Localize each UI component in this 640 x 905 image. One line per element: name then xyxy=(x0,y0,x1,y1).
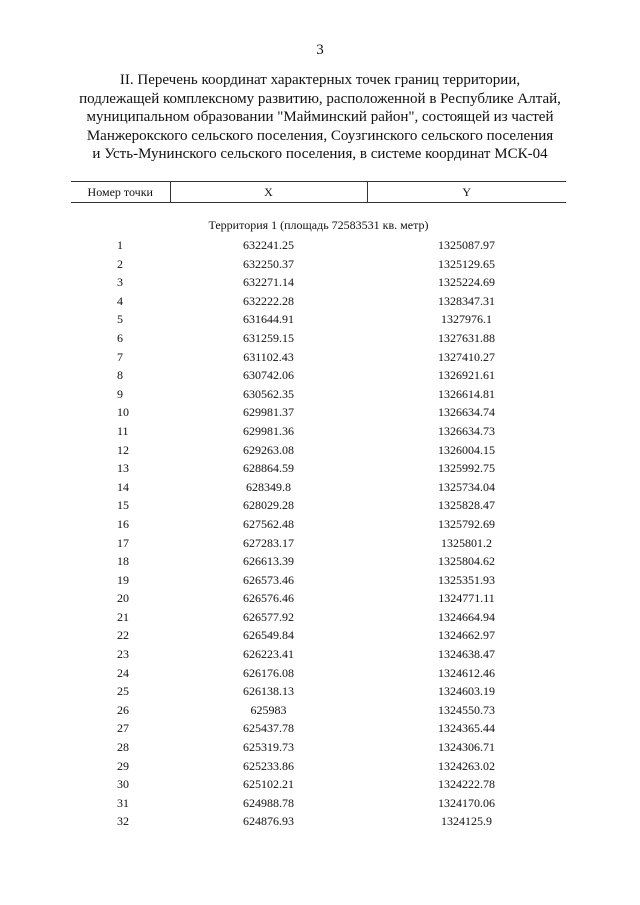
point-number-cell: 8 xyxy=(117,368,123,383)
table-row xyxy=(71,701,566,720)
point-number-cell: 31 xyxy=(117,795,129,810)
heading-line: муниципальном образовании "Майминский район", состоящей из частей xyxy=(86,109,554,126)
x-coordinate-cell: 625102.21 xyxy=(243,777,294,792)
y-coordinate-cell: 1324170.06 xyxy=(438,795,495,810)
table-row xyxy=(71,348,566,367)
y-coordinate-cell: 1326921.61 xyxy=(438,368,495,383)
x-coordinate-cell: 626577.92 xyxy=(243,609,294,624)
table-header-row xyxy=(71,182,566,203)
territory-title: Территория 1 (площадь 72583531 кв. метр) xyxy=(208,218,429,232)
y-coordinate-cell: 1325224.69 xyxy=(438,275,495,290)
point-number-cell: 26 xyxy=(117,702,129,717)
point-number-cell: 10 xyxy=(117,405,129,420)
table-row xyxy=(71,459,566,478)
x-coordinate-cell: 632241.25 xyxy=(243,238,294,252)
y-coordinate-cell: 1325992.75 xyxy=(438,461,495,476)
x-coordinate-cell: 628349.8 xyxy=(246,479,291,494)
column-header-x: X xyxy=(170,182,367,203)
table-row xyxy=(71,738,566,757)
point-number-cell: 20 xyxy=(117,591,129,606)
column-header-point-number: Номер точки xyxy=(71,182,170,203)
table-row xyxy=(71,366,566,385)
table-row xyxy=(71,552,566,571)
point-number-cell: 27 xyxy=(117,721,129,736)
point-number-cell: 6 xyxy=(117,330,123,345)
heading-line: Манжерокского сельского поселения, Соузгинского сельского поселения xyxy=(86,127,554,144)
point-number-cell: 18 xyxy=(117,554,129,569)
table-row xyxy=(71,775,566,794)
x-coordinate-cell: 626176.08 xyxy=(243,665,294,680)
table-row xyxy=(71,403,566,422)
x-coordinate-cell: 627562.48 xyxy=(243,516,294,531)
point-number-cell: 4 xyxy=(117,293,123,308)
table-row xyxy=(71,534,566,553)
y-coordinate-cell: 1324612.46 xyxy=(438,665,495,680)
y-coordinate-cell: 1325351.93 xyxy=(438,572,495,587)
point-number-cell: 11 xyxy=(117,423,129,438)
point-number-cell: 25 xyxy=(117,684,129,699)
y-coordinate-cell: 1325804.62 xyxy=(438,554,495,569)
x-coordinate-cell: 625233.86 xyxy=(243,758,294,773)
y-coordinate-cell: 1325828.47 xyxy=(438,498,495,513)
x-coordinate-cell: 628029.28 xyxy=(243,498,294,513)
point-number-cell: 14 xyxy=(117,479,129,494)
table-row xyxy=(71,310,566,329)
point-number-cell: 5 xyxy=(117,312,123,327)
y-coordinate-cell: 1324662.97 xyxy=(438,628,495,643)
x-coordinate-cell: 630562.35 xyxy=(243,386,294,401)
point-number-cell: 24 xyxy=(117,665,129,680)
y-coordinate-cell: 1326004.15 xyxy=(438,442,495,457)
y-coordinate-cell: 1324664.94 xyxy=(438,609,495,624)
y-coordinate-cell: 1325801.2 xyxy=(441,535,492,550)
table-row xyxy=(71,292,566,311)
y-coordinate-cell: 1327631.88 xyxy=(438,330,495,345)
x-coordinate-cell: 625437.78 xyxy=(243,721,294,736)
x-coordinate-cell: 626138.13 xyxy=(243,684,294,699)
y-coordinate-cell: 1324263.02 xyxy=(438,758,495,773)
x-coordinate-cell: 631259.15 xyxy=(243,330,294,345)
table-row xyxy=(71,571,566,590)
x-coordinate-cell: 632271.14 xyxy=(243,275,294,290)
point-number-cell: 2 xyxy=(117,256,123,271)
point-number-cell: 9 xyxy=(117,386,123,401)
table-row xyxy=(71,441,566,460)
x-coordinate-cell: 624988.78 xyxy=(243,795,294,810)
table-row xyxy=(71,255,566,274)
point-number-cell: 15 xyxy=(117,498,129,513)
point-number-cell: 1 xyxy=(117,238,123,252)
point-number-cell: 22 xyxy=(117,628,129,643)
table-row xyxy=(71,236,566,255)
y-coordinate-cell: 1325087.97 xyxy=(438,238,495,252)
point-number-cell: 21 xyxy=(117,609,129,624)
point-number-cell: 23 xyxy=(117,647,129,662)
y-coordinate-cell: 1327976.1 xyxy=(441,312,492,327)
y-coordinate-cell: 1324222.78 xyxy=(438,777,495,792)
point-number-cell: 17 xyxy=(117,535,129,550)
point-number-cell: 28 xyxy=(117,740,129,755)
x-coordinate-cell: 632222.28 xyxy=(243,293,294,308)
point-number-cell: 7 xyxy=(117,349,123,364)
point-number-cell: 32 xyxy=(117,814,129,829)
table-row xyxy=(71,422,566,441)
heading-line: подлежащей комплексному развитию, расположенной в Республике Алтай, xyxy=(79,90,561,107)
x-coordinate-cell: 625319.73 xyxy=(243,740,294,755)
table-row xyxy=(71,664,566,683)
x-coordinate-cell: 630742.06 xyxy=(243,368,294,383)
y-coordinate-cell: 1324638.47 xyxy=(438,647,495,662)
x-coordinate-cell: 627283.17 xyxy=(243,535,294,550)
y-coordinate-cell: 1324306.71 xyxy=(438,740,495,755)
x-coordinate-cell: 631102.43 xyxy=(243,349,294,364)
table-header xyxy=(71,182,566,203)
table-row xyxy=(71,496,566,515)
x-coordinate-cell: 626613.39 xyxy=(243,554,294,569)
table-row xyxy=(71,626,566,645)
table-row xyxy=(71,794,566,813)
table-row xyxy=(71,608,566,627)
table-row xyxy=(71,273,566,292)
table-row xyxy=(71,812,566,831)
x-coordinate-cell: 626223.41 xyxy=(243,647,294,662)
point-number-cell: 16 xyxy=(117,516,129,531)
table-row xyxy=(71,478,566,497)
x-coordinate-cell: 626549.84 xyxy=(243,628,294,643)
y-coordinate-cell: 1324125.9 xyxy=(441,814,492,829)
heading-line: II. Перечень координат характерных точек границ территории, xyxy=(119,72,521,88)
x-coordinate-cell: 625983 xyxy=(250,702,287,717)
x-coordinate-cell: 631644.91 xyxy=(243,312,294,327)
heading-line: и Усть-Мунинского сельского поселения, в системе координат МСК-04 xyxy=(92,146,548,163)
x-coordinate-cell: 628864.59 xyxy=(243,461,294,476)
y-coordinate-cell: 1324550.73 xyxy=(438,702,495,717)
y-coordinate-cell: 1328347.31 xyxy=(438,293,495,308)
y-coordinate-cell: 1324603.19 xyxy=(438,684,495,699)
point-number-cell: 12 xyxy=(117,442,129,457)
y-coordinate-cell: 1326614.81 xyxy=(438,386,495,401)
x-coordinate-cell: 632250.37 xyxy=(243,256,294,271)
table-row xyxy=(71,515,566,534)
document-heading xyxy=(40,71,600,164)
y-coordinate-cell: 1326634.73 xyxy=(438,423,495,438)
spacer-cell xyxy=(71,203,566,215)
x-coordinate-cell: 629981.37 xyxy=(243,405,294,420)
table-row xyxy=(71,719,566,738)
point-number-cell: 29 xyxy=(117,758,129,773)
y-coordinate-cell: 1325129.65 xyxy=(438,256,495,271)
table-row xyxy=(71,589,566,608)
table-row xyxy=(71,329,566,348)
table-row xyxy=(71,385,566,404)
table-spacer xyxy=(71,203,566,215)
x-coordinate-cell: 629981.36 xyxy=(243,423,294,438)
table-row xyxy=(71,682,566,701)
table-row xyxy=(71,645,566,664)
table-body xyxy=(71,203,566,832)
y-coordinate-cell: 1325734.04 xyxy=(438,479,495,494)
y-coordinate-cell: 1326634.74 xyxy=(438,405,495,420)
point-number-cell: 30 xyxy=(117,777,129,792)
y-coordinate-cell: 1324365.44 xyxy=(438,721,495,736)
point-number-cell: 19 xyxy=(117,572,129,587)
coordinates-table xyxy=(71,181,566,831)
point-number-cell: 3 xyxy=(117,275,123,290)
column-header-y: Y xyxy=(367,182,566,203)
table-row xyxy=(71,757,566,776)
territory-title-row xyxy=(71,214,566,236)
y-coordinate-cell: 1325792.69 xyxy=(438,516,495,531)
x-coordinate-cell: 626573.46 xyxy=(243,572,294,587)
y-coordinate-cell: 1324771.11 xyxy=(438,591,495,606)
y-coordinate-cell: 1327410.27 xyxy=(438,349,495,364)
point-number-cell: 13 xyxy=(117,461,129,476)
page-number: 3 xyxy=(316,42,324,58)
x-coordinate-cell: 626576.46 xyxy=(243,591,294,606)
x-coordinate-cell: 629263.08 xyxy=(243,442,294,457)
x-coordinate-cell: 624876.93 xyxy=(243,814,294,829)
